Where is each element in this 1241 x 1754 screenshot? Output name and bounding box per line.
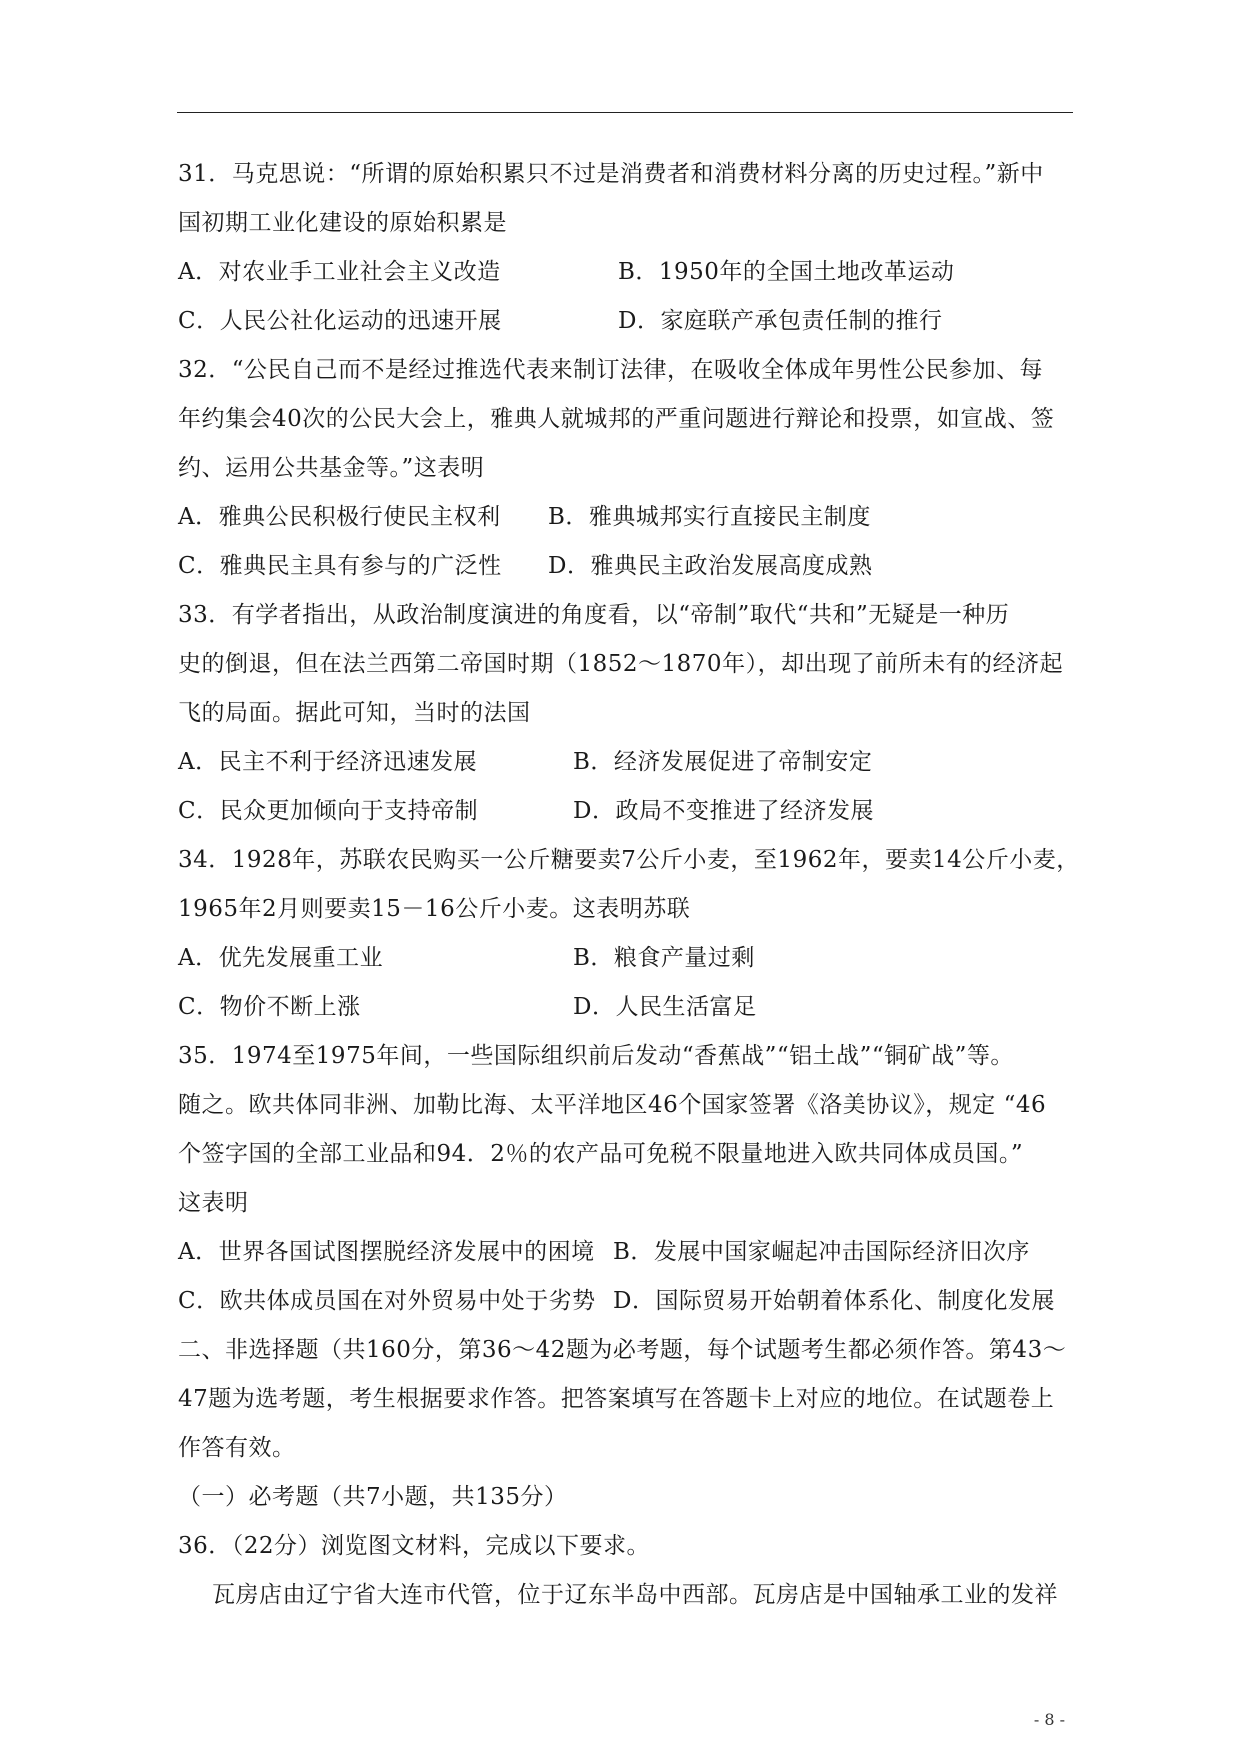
page-number: - 8 - [1033, 1710, 1065, 1729]
option-b: B．雅典城邦实行直接民主制度 [548, 504, 871, 530]
option-c: C．物价不断上涨 [178, 994, 361, 1020]
option-b: B．经济发展促进了帝制安定 [573, 749, 873, 775]
option-c: C．欧共体成员国在对外贸易中处于劣势 [178, 1288, 596, 1314]
question-35-options-row1 [178, 1228, 1088, 1277]
question-31-options-row1 [178, 248, 1088, 297]
option-c: C．人民公社化运动的迅速开展 [178, 308, 502, 334]
question-34-options-row2 [178, 983, 1088, 1032]
question-35-stem-line1: 35．1974至1975年间，一些国际组织前后发动“香蕉战”“铝土战”“铜矿战”等。 [178, 1043, 1014, 1069]
question-31-stem-line2: 国初期工业化建设的原始积累是 [178, 210, 507, 236]
question-34-stem-line1: 34．1928年，苏联农民购买一公斤糖要卖7公斤小麦，至1962年，要卖14公斤小麦， [178, 847, 1080, 873]
option-a: A．雅典公民积极行使民主权利 [178, 504, 501, 530]
part2-instructions-line2: 47题为选考题，考生根据要求作答。把答案填写在答题卡上对应的地位。在试题卷上 [178, 1386, 1055, 1412]
option-c: C．民众更加倾向于支持帝制 [178, 798, 479, 824]
material-paragraph: 瓦房店由辽宁省大连市代管，位于辽东半岛中西部。瓦房店是中国轴承工业的发祥 [212, 1582, 1058, 1608]
question-34-stem-line2: 1965年2月则要卖15－16公斤小麦。这表明苏联 [178, 896, 691, 922]
part2-instructions-line3: 作答有效。 [178, 1435, 296, 1461]
question-35-options-row2 [178, 1277, 1088, 1326]
header-rule [177, 112, 1073, 113]
option-b: B．发展中国家崛起冲击国际经济旧次序 [613, 1239, 1030, 1265]
question-34-options-row1 [178, 934, 1088, 983]
option-d: D．国际贸易开始朝着体系化、制度化发展 [613, 1288, 1055, 1314]
question-36-stem: 36．（22分）浏览图文材料，完成以下要求。 [178, 1533, 651, 1559]
required-questions-heading: （一）必考题（共7小题，共135分） [178, 1484, 568, 1510]
question-32-stem-line3: 约、运用公共基金等。”这表明 [178, 455, 485, 481]
option-b: B．1950年的全国土地改革运动 [618, 259, 955, 285]
exam-page [178, 150, 1088, 1620]
option-b: B．粮食产量过剩 [573, 945, 755, 971]
question-32-stem-line1: 32．“公民自己而不是经过推选代表来制订法律，在吸收全体成年男性公民参加、每 [178, 357, 1044, 383]
question-31-stem-line1: 31．马克思说：“所谓的原始积累只不过是消费者和消费材料分离的历史过程。”新中 [178, 161, 1044, 187]
question-32-options-row1 [178, 493, 1088, 542]
question-35-stem-line2: 随之。欧共体同非洲、加勒比海、太平洋地区46个国家签署《洛美协议》，规定 “46 [178, 1092, 1047, 1118]
question-33-options-row1 [178, 738, 1088, 787]
part2-instructions-line1: 二、非选择题（共160分，第36～42题为必考题，每个试题考生都必须作答。第43～ [178, 1337, 1067, 1363]
question-32-stem-line2: 年约集会40次的公民大会上，雅典人就城邦的严重问题进行辩论和投票，如宣战、签 [178, 406, 1055, 432]
question-35-stem-line3: 个签字国的全部工业品和94．2％的农产品可免税不限量地进入欧共同体成员国。” [178, 1141, 1024, 1167]
option-a: A．优先发展重工业 [178, 945, 384, 971]
question-33-stem-line1: 33．有学者指出，从政治制度演进的角度看，以“帝制”取代“共和”无疑是一种历 [178, 602, 1010, 628]
question-31-options-row2 [178, 297, 1088, 346]
option-c: C．雅典民主具有参与的广泛性 [178, 553, 502, 579]
question-33-stem-line3: 飞的局面。据此可知，当时的法国 [178, 700, 531, 726]
option-d: D．雅典民主政治发展高度成熟 [548, 553, 873, 579]
option-d: D．政局不变推进了经济发展 [573, 798, 874, 824]
option-a: A．对农业手工业社会主义改造 [178, 259, 501, 285]
question-33-options-row2 [178, 787, 1088, 836]
option-a: A．民主不利于经济迅速发展 [178, 749, 478, 775]
question-35-stem-line4: 这表明 [178, 1190, 249, 1216]
option-d: D．人民生活富足 [573, 994, 757, 1020]
question-33-stem-line2: 史的倒退，但在法兰西第二帝国时期（1852～1870年），却出现了前所未有的经济起 [178, 651, 1064, 677]
question-32-options-row2 [178, 542, 1088, 591]
option-a: A．世界各国试图摆脱经济发展中的困境 [178, 1239, 595, 1265]
option-d: D．家庭联产承包责任制的推行 [618, 308, 943, 334]
